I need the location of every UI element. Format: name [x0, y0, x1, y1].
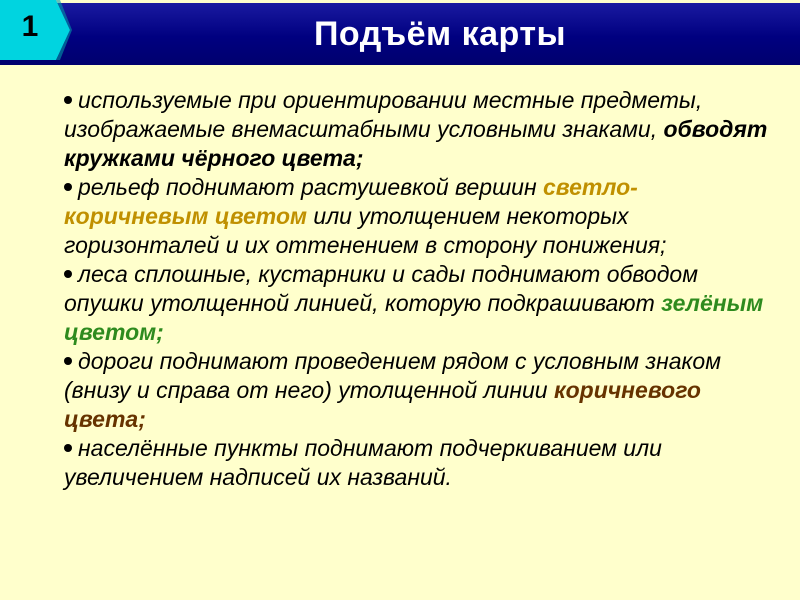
bullet-icon — [64, 357, 72, 365]
bullet-list — [64, 86, 776, 492]
bullet-icon — [64, 270, 72, 278]
list-item — [64, 260, 776, 347]
item-text: дороги поднимают проведением рядом с условным знаком (внизу и справа от него) утолщенной линии — [64, 348, 721, 403]
bullet-icon — [64, 96, 72, 104]
list-item — [64, 347, 776, 434]
item-text-continued: или утолщением некоторых горизонталей и их оттенением в сторону понижения; — [64, 203, 667, 258]
slide-number-badge — [0, 0, 72, 65]
item-emphasis: светло-коричневым цветом — [64, 174, 638, 229]
item-text: используемые при ориентировании местные предметы, изображаемые внемасштабными условными знаками, — [64, 87, 703, 142]
list-item — [64, 434, 776, 492]
item-text: рельеф поднимают растушевкой вершин — [78, 174, 544, 200]
page-title: Подъём карты — [313, 14, 567, 53]
item-emphasis: зелёным цветом; — [64, 290, 764, 345]
slide-header — [0, 0, 800, 66]
item-emphasis: коричневого цвета; — [64, 377, 701, 432]
list-item — [64, 173, 776, 260]
list-item — [64, 86, 776, 173]
item-text: населённые пункты поднимают подчеркиванием или увеличением надписей их названий. — [64, 435, 662, 490]
item-emphasis: обводят кружками чёрного цвета; — [64, 116, 768, 171]
bullet-icon — [64, 183, 72, 191]
bullet-icon — [64, 444, 72, 452]
item-text: леса сплошные, кустарники и сады поднимают обводом опушки утолщенной линией, которую подкрашивают — [64, 261, 698, 316]
slide-number: 1 — [21, 10, 39, 43]
